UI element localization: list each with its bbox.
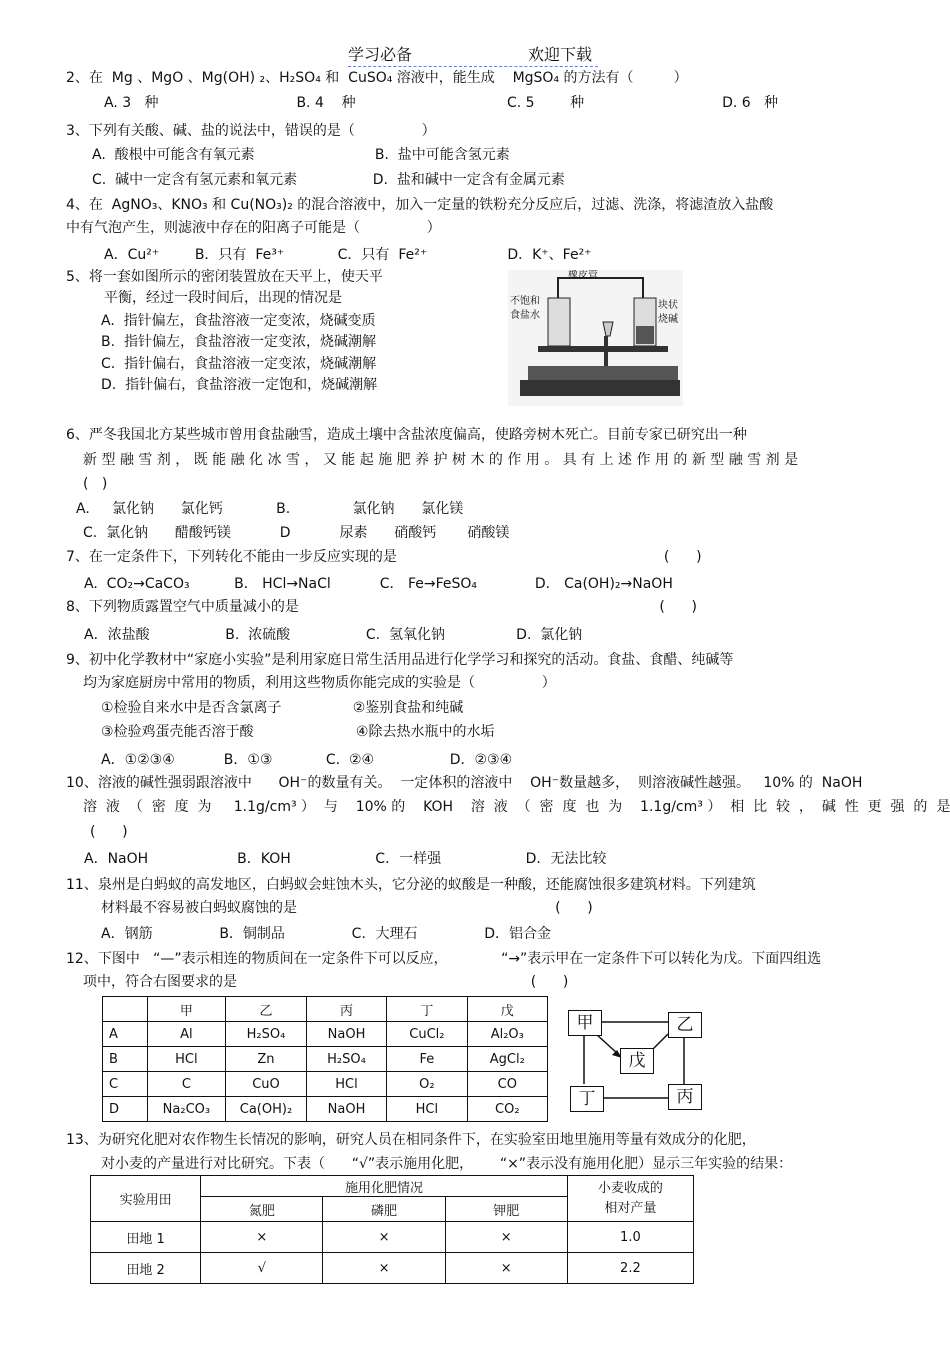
q12-cell: H₂SO₄: [226, 1022, 307, 1047]
text-line: 12、下图中 “—”表示相连的物质间在一定条件下可以反应， “→”表示甲在一定条件下可以转化为戊。下面四组选: [66, 951, 822, 967]
table-row: [91, 1253, 694, 1284]
text-line: ③检验鸡蛋壳能否溶于酸 ④除去热水瓶中的水垢: [101, 724, 495, 740]
node-ding: 丁: [570, 1086, 604, 1112]
text-line: A. 指针偏左，食盐溶液一定变浓，烧碱变质: [101, 313, 376, 329]
header-right: 欢迎下载: [528, 45, 593, 64]
table-row: [103, 1047, 548, 1072]
text-line: 7、在一定条件下，下列转化不能由一步反应实现的是 ( ): [66, 549, 702, 565]
node-bing: 丙: [668, 1084, 702, 1110]
text-line: A. 氯化钠 氯化钙 B. 氯化钠 氯化镁: [76, 501, 464, 517]
text-line: 材料最不容易被白蚂蚁腐蚀的是 ( ): [101, 900, 593, 916]
q12-table: [102, 996, 548, 1122]
q13-cell: ×: [445, 1222, 567, 1253]
q12-cell: H₂SO₄: [306, 1047, 386, 1072]
table-row: [91, 1222, 694, 1253]
q13-header-p: 磷肥: [323, 1197, 445, 1222]
text-line: A. CO₂→CaCO₃ B． HCl→NaCl C． Fe→FeSO₄ D． Ca(OH)₂→NaOH: [84, 576, 673, 592]
table-row: [103, 1097, 548, 1122]
text-line: 2、在 Mg 、MgO 、Mg(OH) ₂、H₂SO₄ 和 CuSO₄ 溶液中，能生成 MgSO₄ 的方法有（ ）: [66, 70, 688, 86]
q13-header-field: 实验用田: [91, 1176, 201, 1222]
q12-cell: D: [103, 1097, 148, 1122]
header-left: 学习必备: [348, 45, 413, 64]
q12-cell: AgCl₂: [467, 1047, 547, 1072]
q12-header-cell: 甲: [147, 997, 226, 1022]
balance-apparatus-figure: [508, 270, 683, 406]
text-line: A. 3 种 B. 4 种 C. 5 种 D. 6 种: [104, 95, 779, 111]
text-line: D. 指针偏右，食盐溶液一定饱和，烧碱潮解: [101, 377, 378, 393]
text-line: 3、下列有关酸、碱、盐的说法中，错误的是（ ）: [66, 123, 436, 139]
q12-cell: C: [147, 1072, 226, 1097]
q13-cell: √: [201, 1253, 323, 1284]
q12-cell: NaOH: [306, 1022, 386, 1047]
text-line: ①检验自来水中是否含氯离子 ②鉴别食盐和纯碱: [101, 700, 464, 716]
q12-cell: Zn: [226, 1047, 307, 1072]
q12-header-cell: 戊: [467, 997, 547, 1022]
text-line: 5、将一套如图所示的密闭装置放在天平上，使天平: [66, 269, 383, 285]
q13-yield-line-1: 小麦收成的: [597, 1180, 663, 1196]
text-line: A．Cu²⁺ B．只有 Fe³⁺ C．只有 Fe²⁺ D．K⁺、Fe²⁺: [104, 247, 592, 263]
text-line: C. 碱中一定含有氢元素和氧元素 D. 盐和碱中一定含有金属元素: [92, 172, 565, 188]
text-line: 4、在 AgNO₃、KNO₃ 和 Cu(NO₃)₂ 的混合溶液中，加入一定量的铁粉充分反应后，过滤、洗涤，将滤渣放入盐酸: [66, 197, 774, 213]
text-line: 新 型 融 雪 剂 ， 既 能 融 化 冰 雪 ， 又 能 起 施 肥 养 护 树 木 的 作 用 。 具 有 上 述 作 用 的 新 型 融 雪 剂 是: [83, 452, 799, 468]
text-line: A. 酸根中可能含有氧元素 B. 盐中可能含氢元素: [92, 147, 510, 163]
page-header: [348, 42, 598, 67]
q13-cell: 1.0: [567, 1222, 693, 1253]
text-line: A．钢筋 B．铜制品 C．大理石 D．铝合金: [101, 926, 551, 942]
text-line: 平衡，经过一段时间后，出现的情况是: [104, 290, 342, 306]
q13-cell: 田地 1: [91, 1222, 201, 1253]
figure-label-left-2: 食盐水: [510, 310, 540, 321]
q12-cell: CuO: [226, 1072, 307, 1097]
q13-cell: 田地 2: [91, 1253, 201, 1284]
q13-table: [90, 1175, 694, 1284]
q12-cell: HCl: [387, 1097, 467, 1122]
text-line: ( ): [90, 824, 128, 840]
text-line: 8、下列物质露置空气中质量减小的是 ( ): [66, 599, 697, 615]
q13-cell: ×: [201, 1222, 323, 1253]
q12-cell: Al: [147, 1022, 226, 1047]
text-line: 对小麦的产量进行对比研究。下表（ “√”表示施用化肥， “×”表示没有施用化肥）显示三年实验的结果：: [101, 1156, 793, 1172]
q12-cell: HCl: [306, 1072, 386, 1097]
q13-cell: 2.2: [567, 1253, 693, 1284]
q12-cell: HCl: [147, 1047, 226, 1072]
reaction-diagram: [566, 1010, 708, 1114]
node-wu: 戊: [620, 1048, 654, 1074]
table-row: [103, 1022, 548, 1047]
q12-cell: Al₂O₃: [467, 1022, 547, 1047]
q12-cell: Ca(OH)₂: [226, 1097, 307, 1122]
text-line: A．NaOH B．KOH C．一样强 D．无法比较: [84, 851, 607, 867]
q12-cell: A: [103, 1022, 148, 1047]
q12-cell: C: [103, 1072, 148, 1097]
text-line: 均为家庭厨房中常用的物质，利用这些物质你能完成的实验是（ ）: [83, 675, 556, 691]
text-line: 6、严冬我国北方某些城市曾用食盐融雪，造成土壤中含盐浓度偏高，使路旁树木死亡。目前专家已研究出一种: [66, 427, 747, 443]
text-line: C. 氯化钠 醋酸钙镁 D 尿素 硝酸钙 硝酸镁: [83, 525, 510, 541]
text-line: C. 指针偏右，食盐溶液一定变浓，烧碱潮解: [101, 356, 377, 372]
q13-cell: ×: [323, 1253, 445, 1284]
q13-yield-line-2: 相对产量: [604, 1200, 657, 1216]
q12-cell: CO: [467, 1072, 547, 1097]
text-line: B. 指针偏左，食盐溶液一定变浓，烧碱潮解: [101, 334, 376, 350]
q13-cell: ×: [323, 1222, 445, 1253]
node-jia: 甲: [568, 1010, 602, 1036]
q12-cell: B: [103, 1047, 148, 1072]
q12-cell: O₂: [387, 1072, 467, 1097]
q12-header-cell: [103, 997, 148, 1022]
figure-label-right-2: 烧碱: [658, 314, 678, 325]
figure-label-tube: 橡皮管: [568, 270, 598, 281]
figure-label-right-1: 块状: [658, 300, 678, 311]
text-line: 中有气泡产生，则滤液中存在的阳离子可能是（ ）: [66, 220, 441, 236]
q13-header-group: 施用化肥情况: [201, 1176, 568, 1197]
text-line: 13、为研究化肥对农作物生长情况的影响，研究人员在相同条件下，在实验室田地里施用等量有效成分的化肥，: [66, 1132, 756, 1148]
text-line: 10、溶液的碱性强弱跟溶液中 OH⁻的数量有关。 一定体积的溶液中 OH⁻数量越多， 则溶液碱性越强。 10% 的 NaOH: [66, 775, 863, 791]
table-row: [103, 1072, 548, 1097]
q13-cell: ×: [445, 1253, 567, 1284]
q13-header-yield: [567, 1176, 693, 1222]
q12-cell: Na₂CO₃: [147, 1097, 226, 1122]
figure-label-left-1: 不饱和: [510, 296, 540, 307]
q12-cell: Fe: [387, 1047, 467, 1072]
q12-cell: CO₂: [467, 1097, 547, 1122]
text-line: ( ): [83, 476, 108, 492]
q12-header-cell: 丁: [387, 997, 467, 1022]
text-line: 11、泉州是白蚂蚁的高发地区，白蚂蚁会蛀蚀木头，它分泌的蚁酸是一种酸，还能腐蚀很多建筑材料。下列建筑: [66, 877, 756, 893]
text-line: 项中，符合右图要求的是 ( ): [83, 974, 569, 990]
node-yi: 乙: [668, 1012, 702, 1038]
q12-header-cell: 丙: [306, 997, 386, 1022]
text-line: 9、初中化学教材中“家庭小实验”是利用家庭日常生活用品进行化学学习和探究的活动。食盐、食醋、纯碱等: [66, 652, 734, 668]
q13-header-n: 氮肥: [201, 1197, 323, 1222]
text-line: A．①②③④ B．①③ C. ②④ D．②③④: [101, 752, 513, 768]
text-line: A．浓盐酸 B. 浓硫酸 C. 氢氧化钠 D. 氯化钠: [84, 627, 583, 643]
text-line: 溶 液 （ 密 度 为 1.1g/cm³ ） 与 10% 的 KOH 溶 液 （ 密 度 也 为 1.1g/cm³ ） 相 比 较 ， 碱 性 更 强 的 是: [83, 799, 950, 815]
q12-cell: CuCl₂: [387, 1022, 467, 1047]
q12-cell: NaOH: [306, 1097, 386, 1122]
q13-header-k: 钾肥: [445, 1197, 567, 1222]
q12-header-cell: 乙: [226, 997, 307, 1022]
